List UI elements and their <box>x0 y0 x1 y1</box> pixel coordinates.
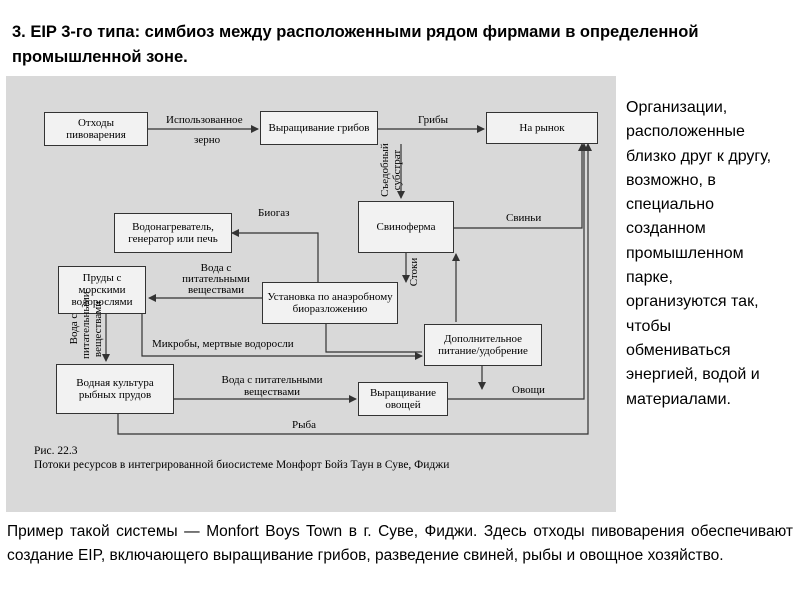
box-anaerobic: Установка по анаэробному биоразложению <box>262 282 398 324</box>
figure-number: Рис. 22.3 <box>34 445 78 457</box>
arrow-anaerobic-fertilizer <box>326 324 422 352</box>
figure-caption: Потоки ресурсов в интегрированной биосистеме Монфорт Бойз Таун в Суве, Фиджи <box>34 459 450 471</box>
label-nutrient-water-1: Вода с <box>200 262 232 274</box>
label-pigs: Свиньи <box>506 212 542 224</box>
label-fish: Рыба <box>292 419 316 431</box>
label-nutrient-water-2: питательными <box>182 273 250 285</box>
label-vert-water-3: веществами <box>92 300 104 358</box>
label-used-grain-1: Использованное <box>166 114 243 126</box>
label-nutrient-water-long-1: Вода с питательными <box>221 374 323 386</box>
box-market: На рынок <box>486 112 598 144</box>
box-water-heater: Водонагреватель, генератор или печь <box>114 213 232 253</box>
box-fish-culture: Водная культура рыбных прудов <box>56 364 174 414</box>
box-pig-farm: Свиноферма <box>358 201 454 253</box>
box-vegetables: Выращивание овощей <box>358 382 448 416</box>
label-biogas: Биогаз <box>258 207 290 219</box>
label-microbes: Микробы, мертвые водоросли <box>152 338 294 350</box>
label-nutrient-water-long-2: веществами <box>243 386 301 398</box>
example-text: Пример такой системы — Monfort Boys Town в г. Суве, Фиджи. Здесь отходы пивоварения обеспечивают создание EIP, включающего выращивание грибов, разведение свиней, рыбы и овощное хозяйство. <box>7 523 793 564</box>
label-mushrooms-out: Грибы <box>418 114 449 126</box>
box-fertilizer: Дополнительное питание/удобрение <box>424 324 542 366</box>
label-vegetables-out: Овощи <box>512 384 545 396</box>
slide-title: 3. EIP 3-го типа: симбиоз между расположенными рядом фирмами в определенной промышленной зоне. <box>12 23 699 66</box>
label-vert-water-1: Вода с <box>68 313 80 345</box>
label-runoff: Стоки <box>408 257 420 287</box>
label-used-grain-2: зерно <box>194 134 221 146</box>
side-description: Организации, расположенные близко друг к другу, возможно, в специально созданном промышленном парке, организуются так, чтобы обмениваться энергией, водой и материалами. <box>626 99 772 408</box>
label-edible-substrate-2: субстрат <box>391 149 403 191</box>
box-mushrooms: Выращивание грибов <box>260 111 378 145</box>
label-edible-substrate-1: Съедобный <box>379 143 391 197</box>
scanned-diagram <box>6 76 616 512</box>
box-ponds: Пруды с морскими водорослями <box>58 266 146 314</box>
label-vert-water-2: питательными <box>80 291 92 359</box>
box-brewery-waste: Отходы пивоварения <box>44 112 148 146</box>
label-nutrient-water-3: веществами <box>187 284 245 296</box>
